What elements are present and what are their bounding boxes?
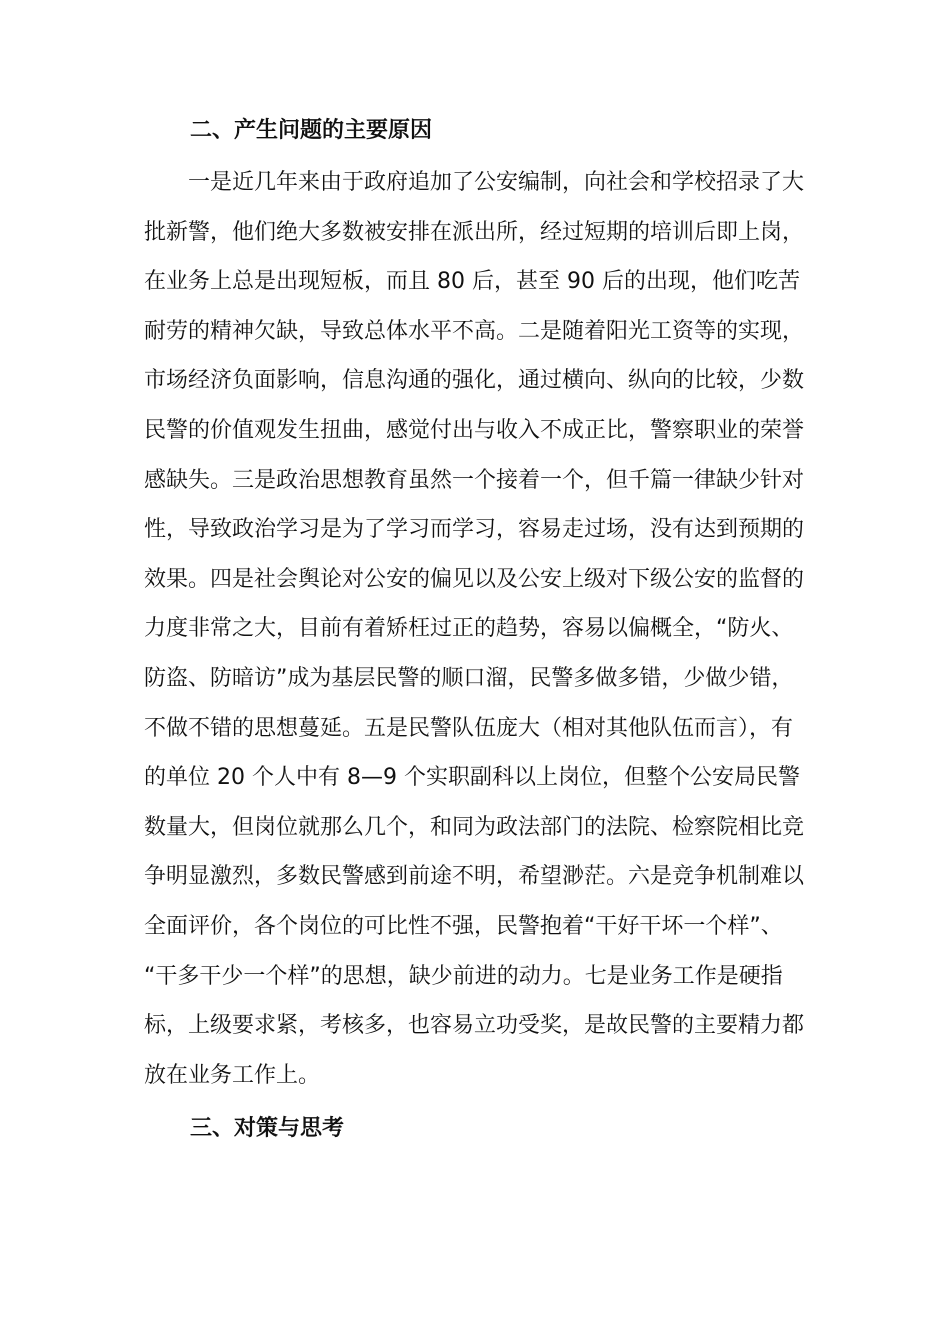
paragraph-line: 争明显激烈，多数民警感到前途不明，希望渺茫。六是竞争机制难以 <box>144 864 805 890</box>
paragraph-line: 效果。四是社会舆论对公安的偏见以及公安上级对下级公安的监督的 <box>144 566 805 592</box>
paragraph-line: 感缺失。三是政治思想教育虽然一个接着一个，但千篇一律缺少针对 <box>144 467 805 493</box>
paragraph-line: 批新警，他们绝大多数被安排在派出所，经过短期的培训后即上岗， <box>144 219 805 245</box>
paragraph-line: 市场经济负面影响，信息沟通的强化，通过横向、纵向的比较，少数 <box>144 368 805 394</box>
body-paragraph <box>144 158 808 1100</box>
paragraph-line: “干多干少一个样”的思想，缺少前进的动力。七是业务工作是硬指 <box>144 963 783 989</box>
paragraph-line: 耐劳的精神欠缺，导致总体水平不高。二是随着阳光工资等的实现， <box>144 318 805 344</box>
paragraph-line: 防盗、防暗访”成为基层民警的顺口溜，民警多做多错，少做少错， <box>144 665 794 691</box>
section-heading-causes: 二、产生问题的主要原因 <box>190 118 433 143</box>
paragraph-line: 性，导致政治学习是为了学习而学习，容易走过场，没有达到预期的 <box>144 517 805 543</box>
paragraph-line: 放在业务工作上。 <box>144 1062 321 1088</box>
paragraph-line: 全面评价，各个岗位的可比性不强，民警抱着“干好干坏一个样”、 <box>144 913 783 939</box>
paragraph-line: 一是近几年来由于政府追加了公安编制，向社会和学校招录了大 <box>144 170 805 195</box>
paragraph-line: 在业务上总是出现短板，而且 80 后，甚至 90 后的出现，他们吃苦 <box>144 269 800 295</box>
paragraph-line: 标，上级要求紧，考核多，也容易立功受奖，是故民警的主要精力都 <box>144 1013 805 1039</box>
paragraph-line: 数量大，但岗位就那么几个，和同为政法部门的法院、检察院相比竞 <box>144 814 805 840</box>
paragraph-line: 民警的价值观发生扭曲，感觉付出与收入不成正比，警察职业的荣誉 <box>144 417 805 443</box>
paragraph-line: 力度非常之大，目前有着矫枉过正的趋势，容易以偏概全，“防火、 <box>144 616 794 642</box>
section-heading-countermeasures: 三、对策与思考 <box>190 1116 345 1141</box>
paragraph-line: 的单位 20 个人中有 8—9 个实职副科以上岗位，但整个公安局民警 <box>144 765 800 791</box>
paragraph-line: 不做不错的思想蔓延。五是民警队伍庞大（相对其他队伍而言），有 <box>144 715 794 741</box>
